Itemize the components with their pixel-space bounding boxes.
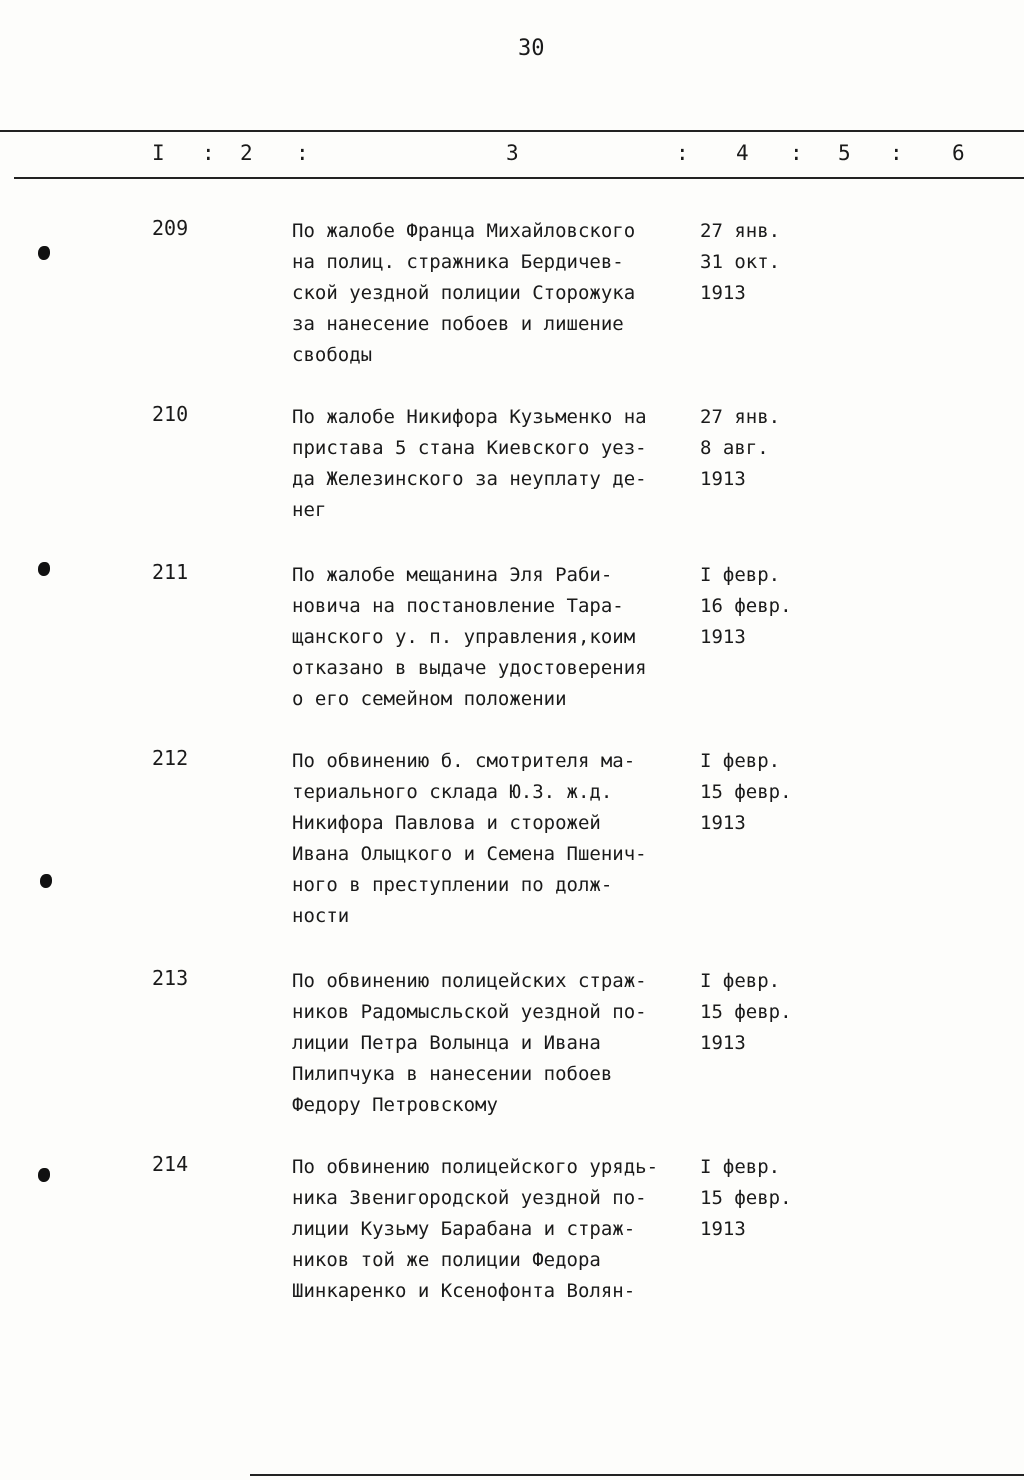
date-line: 1913	[700, 626, 746, 648]
description-line: ников Радомысльской уездной по-	[292, 1001, 647, 1023]
date-line: 15 февр.	[700, 781, 792, 803]
column-header-1: I	[152, 141, 165, 165]
column-header-6: 6	[952, 141, 965, 165]
punch-hole-mark	[38, 1168, 50, 1182]
description-line: По жалобе Никифора Кузьменко на	[292, 406, 647, 428]
entry-number: 214	[152, 1152, 189, 1176]
description-line: нег	[292, 499, 327, 521]
entry-dates	[700, 216, 780, 309]
description-line: ников той же полиции Федора	[292, 1249, 601, 1271]
date-line: I февр.	[700, 970, 781, 992]
description-line: на полиц. стражника Бердичев-	[292, 251, 624, 273]
entry-number: 210	[152, 402, 189, 426]
column-separator: :	[790, 141, 803, 165]
column-separator: :	[296, 141, 309, 165]
entry-dates	[700, 746, 792, 839]
entry-description	[292, 402, 647, 526]
description-line: свободы	[292, 344, 373, 366]
description-line: лиции Кузьму Барабана и страж-	[292, 1218, 636, 1240]
entry-description	[292, 746, 647, 932]
date-line: I февр.	[700, 750, 781, 772]
page-bottom-rule	[250, 1474, 1024, 1476]
entry-dates	[700, 1152, 792, 1245]
date-line: 1913	[700, 282, 746, 304]
entry-number: 211	[152, 560, 189, 584]
description-line: По обвинению б. смотрителя ма-	[292, 750, 636, 772]
date-line: 8 авг.	[700, 437, 769, 459]
column-separator: :	[890, 141, 903, 165]
description-line: ника Звенигородской уездной по-	[292, 1187, 647, 1209]
column-separator: :	[676, 141, 689, 165]
description-line: щанского у. п. управления,коим	[292, 626, 636, 648]
entry-description	[292, 216, 635, 371]
description-line: Шинкаренко и Ксенофонта Волян-	[292, 1280, 636, 1302]
description-line: отказано в выдаче удостоверения	[292, 657, 647, 679]
punch-hole-mark	[38, 246, 50, 260]
description-line: ного в преступлении по долж-	[292, 874, 613, 896]
page-number: 30	[518, 36, 545, 61]
date-line: I февр.	[700, 564, 781, 586]
description-line: Никифора Павлова и сторожей	[292, 812, 601, 834]
description-line: По обвинению полицейских страж-	[292, 970, 647, 992]
description-line: ской уездной полиции Сторожука	[292, 282, 636, 304]
date-line: 1913	[700, 468, 746, 490]
date-line: I февр.	[700, 1156, 781, 1178]
description-line: пристава 5 стана Киевского уез-	[292, 437, 647, 459]
column-header-3: 3	[506, 141, 519, 165]
entry-dates	[700, 966, 792, 1059]
date-line: 16 февр.	[700, 595, 792, 617]
description-line: за нанесение побоев и лишение	[292, 313, 624, 335]
column-header-2: 2	[240, 141, 253, 165]
entry-dates	[700, 560, 792, 653]
date-line: 1913	[700, 1218, 746, 1240]
entry-number: 212	[152, 746, 189, 770]
punch-hole-mark	[38, 562, 50, 576]
entry-description	[292, 1152, 658, 1307]
description-line: ности	[292, 905, 350, 927]
date-line: 1913	[700, 812, 746, 834]
description-line: Пилипчука в нанесении побоев	[292, 1063, 613, 1085]
date-line: 15 февр.	[700, 1187, 792, 1209]
description-line: Федору Петровскому	[292, 1094, 498, 1116]
entry-number: 209	[152, 216, 189, 240]
description-line: По обвинению полицейского урядь-	[292, 1156, 659, 1178]
description-line: новича на постановление Тара-	[292, 595, 624, 617]
description-line: териального склада Ю.З. ж.д.	[292, 781, 613, 803]
entry-description	[292, 560, 647, 715]
header-bottom-rule	[14, 177, 1024, 179]
column-header-5: 5	[838, 141, 851, 165]
description-line: да Железинского за неуплату де-	[292, 468, 647, 490]
description-line: По жалобе мещанина Эля Раби-	[292, 564, 613, 586]
entry-description	[292, 966, 647, 1121]
description-line: По жалобе Франца Михайловского	[292, 220, 636, 242]
punch-hole-mark	[40, 874, 52, 888]
entry-number: 213	[152, 966, 189, 990]
description-line: о его семейном положении	[292, 688, 567, 710]
date-line: 15 февр.	[700, 1001, 792, 1023]
header-top-rule	[0, 130, 1024, 132]
date-line: 27 янв.	[700, 220, 781, 242]
column-separator: :	[202, 141, 215, 165]
date-line: 1913	[700, 1032, 746, 1054]
column-header-4: 4	[736, 141, 749, 165]
description-line: Ивана Олыцкого и Семена Пшенич-	[292, 843, 647, 865]
date-line: 31 окт.	[700, 251, 781, 273]
description-line: лиции Петра Волынца и Ивана	[292, 1032, 601, 1054]
entry-dates	[700, 402, 780, 495]
date-line: 27 янв.	[700, 406, 781, 428]
